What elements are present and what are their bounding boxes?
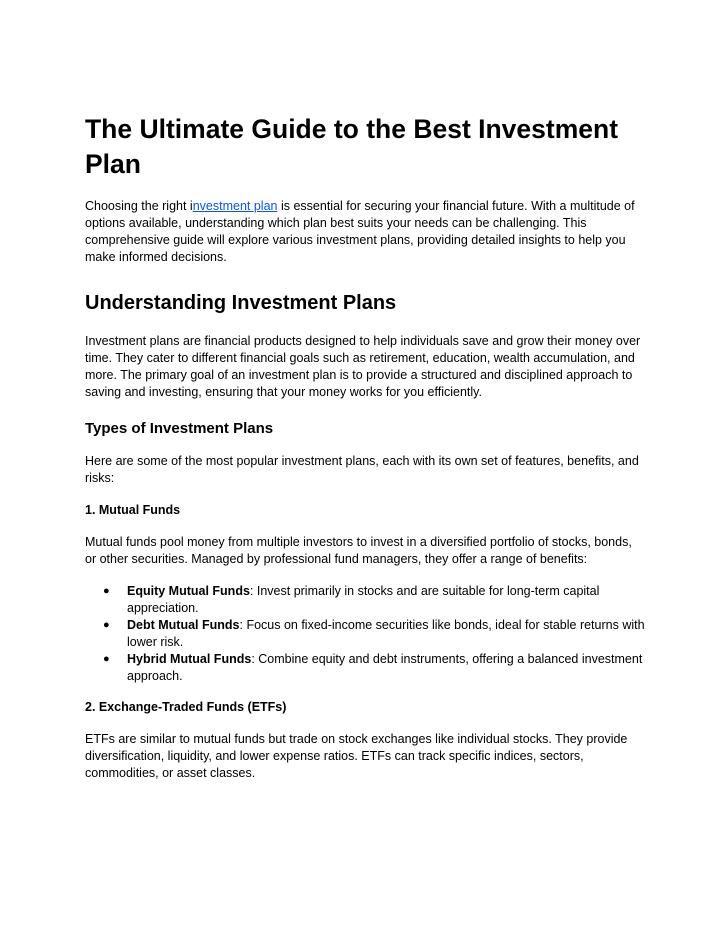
- understanding-heading: Understanding Investment Plans: [85, 292, 397, 314]
- bullet-icon: ●: [103, 585, 110, 597]
- list-item-term: Equity Mutual Funds: [127, 584, 250, 598]
- understanding-paragraph: Investment plans are financial products designed to help individuals save and grow their money over time. They cater to different financial goals such as retirement, education, wealth accumulation, and more. The primary goal of an investment plan is to provide a structured and disciplined approach to saving and investing, ensuring that your money works for you efficiently.: [85, 334, 641, 399]
- bullet-icon: ●: [103, 619, 110, 631]
- list-item: [85, 617, 645, 651]
- list-item: [85, 583, 645, 617]
- list-item-term: Debt Mutual Funds: [127, 618, 240, 632]
- list-item-desc: : Invest primarily in stocks and are suitable for long-term capital appreciation.: [127, 584, 600, 615]
- investment-plan-link[interactable]: nvestment plan: [192, 199, 278, 213]
- mutual-funds-paragraph: Mutual funds pool money from multiple investors to invest in a diversified portfolio of stocks, bonds, or other securities. Managed by professional fund managers, they offer a range of benefits:: [85, 535, 632, 566]
- list-item: [85, 651, 645, 685]
- etfs-heading: 2. Exchange-Traded Funds (ETFs): [85, 700, 287, 714]
- document-page: [85, 112, 645, 797]
- types-paragraph: Here are some of the most popular investment plans, each with its own set of features, benefits, and risks:: [85, 454, 639, 485]
- list-item-term: Hybrid Mutual Funds: [127, 652, 252, 666]
- types-heading: Types of Investment Plans: [85, 420, 274, 437]
- intro-text-start: Choosing the right i: [85, 199, 193, 213]
- etfs-paragraph: ETFs are similar to mutual funds but trade on stock exchanges like individual stocks. They provide diversification, liquidity, and lower expense ratios. ETFs can track specific indices, sectors, commodities, or asset classes.: [85, 732, 628, 780]
- list-item-desc: : Combine equity and debt instruments, offering a balanced investment approach.: [127, 652, 643, 683]
- bullet-icon: ●: [103, 653, 110, 665]
- document-title: The Ultimate Guide to the Best Investment Plan: [85, 114, 619, 179]
- intro-paragraph: [85, 198, 645, 266]
- mutual-funds-heading: 1. Mutual Funds: [85, 503, 181, 517]
- mutual-funds-list: [85, 583, 645, 685]
- list-item-desc: : Focus on fixed-income securities like bonds, ideal for stable returns with lower risk.: [127, 618, 645, 649]
- intro-text-end: is essential for securing your financial future. With a multitude of options available, understanding which plan best suits your needs can be challenging. This comprehensive guide will explore various investment plans, providing detailed insights to help you make informed decisions.: [85, 199, 635, 264]
